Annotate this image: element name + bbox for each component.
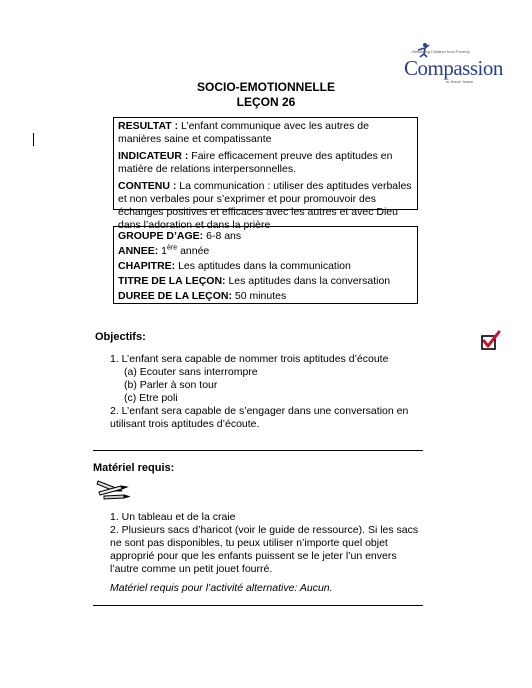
annee-rest: année <box>177 245 210 257</box>
checkbox-check-icon <box>480 330 502 352</box>
objectif-1c: (c) Etre poli <box>124 392 178 404</box>
annee-line <box>118 245 413 258</box>
resultat-text: L’enfant communique avec les autres de manières saine et compatissante <box>118 120 369 145</box>
materiel-2-line3: approprié pour que les enfants puissent se le jeter l’un envers <box>110 550 397 562</box>
groupe-label: GROUPE D’AGE: <box>118 230 204 242</box>
chapitre-label: CHAPITRE: <box>118 260 176 272</box>
titre-value: Les aptitudes dans la conversation <box>225 275 391 287</box>
section-divider <box>93 450 423 451</box>
contenu-line <box>118 180 413 232</box>
groupe-value: 6-8 ans <box>203 230 242 242</box>
objectif-2-line1: 2. L’enfant sera capable de s’engager dans une conversation en <box>110 405 409 417</box>
titre-line <box>118 275 413 288</box>
lesson-summary-box <box>113 117 418 231</box>
materiel-alternative: Matériel requis pour l’activité alternative: Aucun. <box>110 582 333 594</box>
logo-tagline: Releasing Children from Poverty <box>412 49 470 54</box>
resultat-label: RESULTAT : <box>118 120 179 132</box>
contenu-text: La communication : utiliser des aptitudes verbales et non verbales pour s’exprimer et pour promouvoir des échanges positives et efficaces avec les autres et avec Dieu dans l’adoration et dans la prière <box>118 180 412 231</box>
indicateur-text: Faire efficacement preuve des aptitudes en matière de relations interpersonnelles. <box>118 150 393 175</box>
duree-label: DUREE DE LA LEÇON: <box>118 290 232 302</box>
annee-num: 1 <box>158 245 168 257</box>
chapitre-line <box>118 260 413 273</box>
materiel-2-line2: ne sont pas disponibles, tu peux utiliser n’importe quel objet <box>110 537 388 549</box>
logo-sub: in Jesus' Name <box>446 79 474 84</box>
indicateur-line <box>118 150 413 176</box>
duree-value: 50 minutes <box>231 290 287 302</box>
contenu-label: CONTENU : <box>118 180 177 192</box>
text-cursor <box>33 133 34 146</box>
duree-line <box>118 290 413 303</box>
annee-label: ANNEE: <box>118 245 159 257</box>
materiel-2-line4: l’autre comme un petit jouet fourré. <box>110 563 273 575</box>
objectif-1a: (a) Ecouter sans interrompre <box>124 366 258 378</box>
annee-sup: ère <box>167 244 178 252</box>
page-title: SOCIO-EMOTIONNELLE <box>197 80 335 94</box>
objectif-2-line2: utilisant trois aptitudes d’écoute. <box>110 418 260 430</box>
crayons-icon <box>96 478 130 500</box>
materiel-heading: Matériel requis: <box>93 462 175 474</box>
chapitre-value: Les aptitudes dans la communication <box>175 260 351 272</box>
objectif-1: 1. L’enfant sera capable de nommer trois aptitudes d’écoute <box>110 353 389 365</box>
materiel-2-line1: 2. Plusieurs sacs d’haricot (voir le guide de ressource). Si les sacs <box>110 524 419 536</box>
groupe-line <box>118 230 413 243</box>
resultat-line <box>118 120 413 146</box>
lesson-number: LEÇON 26 <box>236 95 296 109</box>
lesson-info-box <box>113 226 418 304</box>
section-divider-bottom <box>93 605 423 606</box>
titre-label: TITRE DE LA LEÇON: <box>118 275 226 287</box>
logo-wordmark: Compassion <box>404 56 503 80</box>
materiel-1: 1. Un tableau et de la craie <box>110 511 236 523</box>
objectifs-heading: Objectifs: <box>95 331 146 343</box>
compassion-logo <box>402 42 502 82</box>
indicateur-label: INDICATEUR : <box>118 150 189 162</box>
objectif-1b: (b) Parler à son tour <box>124 379 218 391</box>
